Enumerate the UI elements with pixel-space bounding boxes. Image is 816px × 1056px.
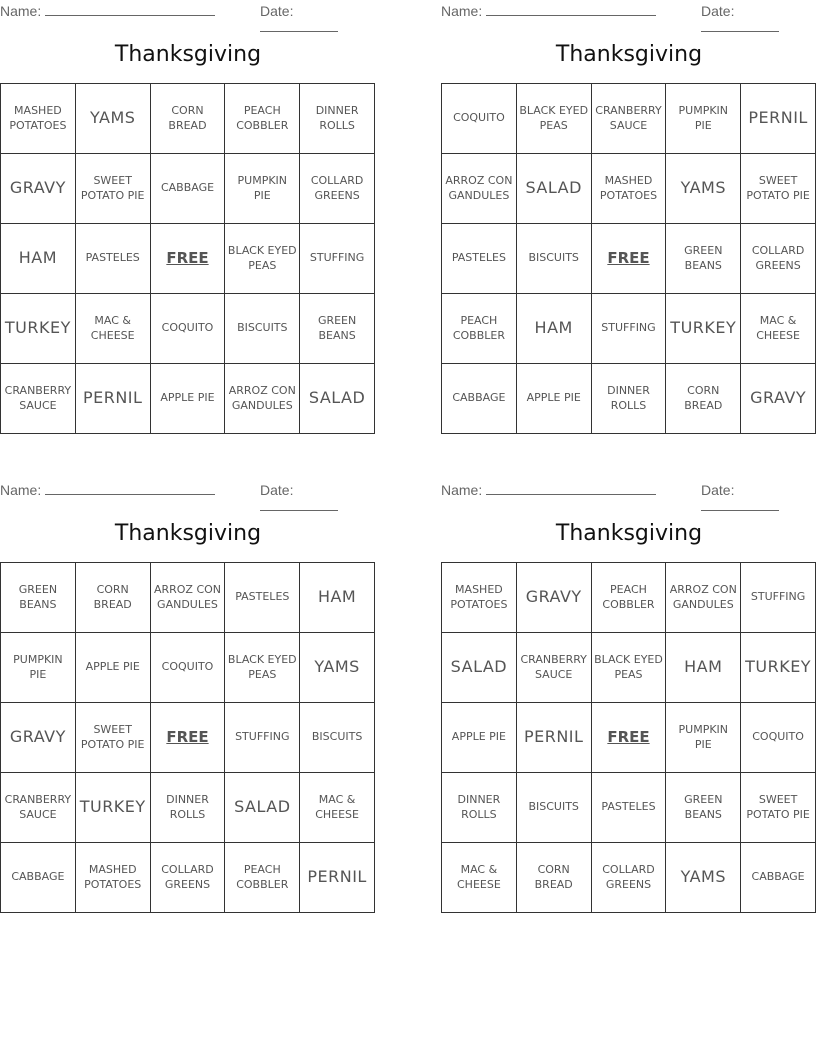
bingo-cell: CABBAGE (442, 364, 517, 434)
bingo-cell: PEACH COBBLER (225, 84, 300, 154)
bingo-cell: MAC & CHEESE (76, 294, 151, 364)
bingo-cell: PEACH COBBLER (442, 294, 517, 364)
bingo-grid (441, 83, 816, 434)
bingo-cell: BISCUITS (517, 224, 592, 294)
bingo-cell: CORN BREAD (517, 843, 592, 913)
bingo-card (441, 479, 816, 913)
card-title: Thanksgiving (114, 42, 262, 67)
bingo-cell: MASHED POTATOES (76, 843, 151, 913)
bingo-cell: CORN BREAD (666, 364, 741, 434)
bingo-cell: PERNIL (76, 364, 151, 434)
bingo-cell: CRANBERRY SAUCE (517, 633, 592, 703)
card-header (0, 0, 375, 22)
bingo-cell: STUFFING (592, 294, 667, 364)
card-header (441, 0, 816, 22)
date-line (701, 19, 779, 32)
bingo-cell: MAC & CHEESE (300, 773, 375, 843)
bingo-cell: HAM (300, 563, 375, 633)
card-title: Thanksgiving (555, 42, 703, 67)
bingo-cell: BLACK EYED PEAS (592, 633, 667, 703)
bingo-cell: ARROZ CON GANDULES (442, 154, 517, 224)
bingo-cell: ARROZ CON GANDULES (666, 563, 741, 633)
bingo-cell: COLLARD GREENS (151, 843, 226, 913)
bingo-cell: GRAVY (1, 154, 76, 224)
bingo-cell: CRANBERRY SAUCE (1, 773, 76, 843)
date-label: Date: (260, 3, 294, 19)
name-label: Name: (0, 3, 42, 19)
bingo-card (0, 479, 375, 913)
card-header (0, 479, 375, 501)
bingo-cell: ARROZ CON GANDULES (151, 563, 226, 633)
name-field (441, 482, 656, 498)
bingo-card (0, 0, 375, 434)
bingo-cell: YAMS (666, 154, 741, 224)
bingo-cell: CORN BREAD (76, 563, 151, 633)
bingo-cell: GRAVY (1, 703, 76, 773)
bingo-cell: TURKEY (741, 633, 816, 703)
bingo-cell: COQUITO (442, 84, 517, 154)
bingo-cell: HAM (666, 633, 741, 703)
bingo-cell: DINNER ROLLS (442, 773, 517, 843)
bingo-cell: MAC & CHEESE (741, 294, 816, 364)
bingo-cell: GRAVY (517, 563, 592, 633)
bingo-grid (441, 562, 816, 913)
bingo-cell: YAMS (76, 84, 151, 154)
bingo-cell: GREEN BEANS (300, 294, 375, 364)
bingo-cell: PASTELES (225, 563, 300, 633)
bingo-cell: DINNER ROLLS (151, 773, 226, 843)
bingo-cell: COLLARD GREENS (592, 843, 667, 913)
bingo-cell: YAMS (300, 633, 375, 703)
date-field (701, 3, 816, 35)
free-space: FREE (151, 224, 226, 294)
bingo-cell: PUMPKIN PIE (666, 84, 741, 154)
date-line (260, 498, 338, 511)
card-header (441, 479, 816, 501)
bingo-cell: YAMS (666, 843, 741, 913)
bingo-cell: BLACK EYED PEAS (225, 633, 300, 703)
bingo-cell: CRANBERRY SAUCE (1, 364, 76, 434)
bingo-cell: PASTELES (76, 224, 151, 294)
bingo-cell: CRANBERRY SAUCE (592, 84, 667, 154)
bingo-cell: COQUITO (151, 294, 226, 364)
name-field (0, 482, 215, 498)
free-space: FREE (151, 703, 226, 773)
bingo-cell: STUFFING (741, 563, 816, 633)
free-space: FREE (592, 703, 667, 773)
free-space: FREE (592, 224, 667, 294)
bingo-cell: MASHED POTATOES (442, 563, 517, 633)
bingo-cell: SWEET POTATO PIE (741, 154, 816, 224)
bingo-cell: APPLE PIE (151, 364, 226, 434)
bingo-cell: COQUITO (151, 633, 226, 703)
bingo-cell: SWEET POTATO PIE (76, 154, 151, 224)
bingo-cell: TURKEY (666, 294, 741, 364)
bingo-cell: COLLARD GREENS (741, 224, 816, 294)
bingo-cell: BISCUITS (517, 773, 592, 843)
name-line (486, 3, 656, 16)
bingo-cell: SALAD (442, 633, 517, 703)
date-label: Date: (701, 3, 735, 19)
bingo-cell: GRAVY (741, 364, 816, 434)
bingo-cell: HAM (517, 294, 592, 364)
name-field (0, 3, 215, 19)
bingo-cell: PUMPKIN PIE (225, 154, 300, 224)
bingo-cell: COLLARD GREENS (300, 154, 375, 224)
bingo-cell: MASHED POTATOES (1, 84, 76, 154)
card-title: Thanksgiving (114, 521, 262, 546)
bingo-cell: APPLE PIE (442, 703, 517, 773)
name-line (45, 482, 215, 495)
bingo-cell: CABBAGE (741, 843, 816, 913)
name-line (486, 482, 656, 495)
bingo-cell: STUFFING (225, 703, 300, 773)
bingo-cell: DINNER ROLLS (592, 364, 667, 434)
bingo-cell: MASHED POTATOES (592, 154, 667, 224)
date-field (701, 482, 816, 514)
name-field (441, 3, 656, 19)
bingo-cell: COQUITO (741, 703, 816, 773)
bingo-grid (0, 83, 375, 434)
bingo-cell: SALAD (300, 364, 375, 434)
bingo-cell: HAM (1, 224, 76, 294)
name-line (45, 3, 215, 16)
bingo-cell: PEACH COBBLER (592, 563, 667, 633)
date-label: Date: (701, 482, 735, 498)
date-label: Date: (260, 482, 294, 498)
date-line (701, 498, 779, 511)
bingo-cell: SALAD (225, 773, 300, 843)
bingo-cell: APPLE PIE (76, 633, 151, 703)
bingo-cell: SWEET POTATO PIE (76, 703, 151, 773)
bingo-cell: PEACH COBBLER (225, 843, 300, 913)
bingo-cell: PERNIL (300, 843, 375, 913)
bingo-cell: PERNIL (517, 703, 592, 773)
bingo-cell: STUFFING (300, 224, 375, 294)
bingo-cell: APPLE PIE (517, 364, 592, 434)
bingo-card (441, 0, 816, 434)
bingo-cell: TURKEY (76, 773, 151, 843)
bingo-cell: PERNIL (741, 84, 816, 154)
bingo-cell: GREEN BEANS (666, 224, 741, 294)
date-line (260, 19, 338, 32)
date-field (260, 482, 375, 514)
bingo-cell: PASTELES (442, 224, 517, 294)
name-label: Name: (441, 3, 483, 19)
bingo-cell: PASTELES (592, 773, 667, 843)
bingo-cell: GREEN BEANS (666, 773, 741, 843)
bingo-cell: GREEN BEANS (1, 563, 76, 633)
name-label: Name: (0, 482, 42, 498)
bingo-cell: BLACK EYED PEAS (225, 224, 300, 294)
bingo-cell: ARROZ CON GANDULES (225, 364, 300, 434)
bingo-cell: BISCUITS (225, 294, 300, 364)
bingo-cell: SWEET POTATO PIE (741, 773, 816, 843)
bingo-grid (0, 562, 375, 913)
bingo-cell: PUMPKIN PIE (666, 703, 741, 773)
bingo-cell: BLACK EYED PEAS (517, 84, 592, 154)
bingo-cell: PUMPKIN PIE (1, 633, 76, 703)
date-field (260, 3, 375, 35)
bingo-cell: TURKEY (1, 294, 76, 364)
bingo-cell: DINNER ROLLS (300, 84, 375, 154)
bingo-cell: MAC & CHEESE (442, 843, 517, 913)
bingo-cell: CABBAGE (1, 843, 76, 913)
name-label: Name: (441, 482, 483, 498)
bingo-cell: CORN BREAD (151, 84, 226, 154)
card-title: Thanksgiving (555, 521, 703, 546)
bingo-cell: BISCUITS (300, 703, 375, 773)
bingo-cell: SALAD (517, 154, 592, 224)
bingo-cell: CABBAGE (151, 154, 226, 224)
